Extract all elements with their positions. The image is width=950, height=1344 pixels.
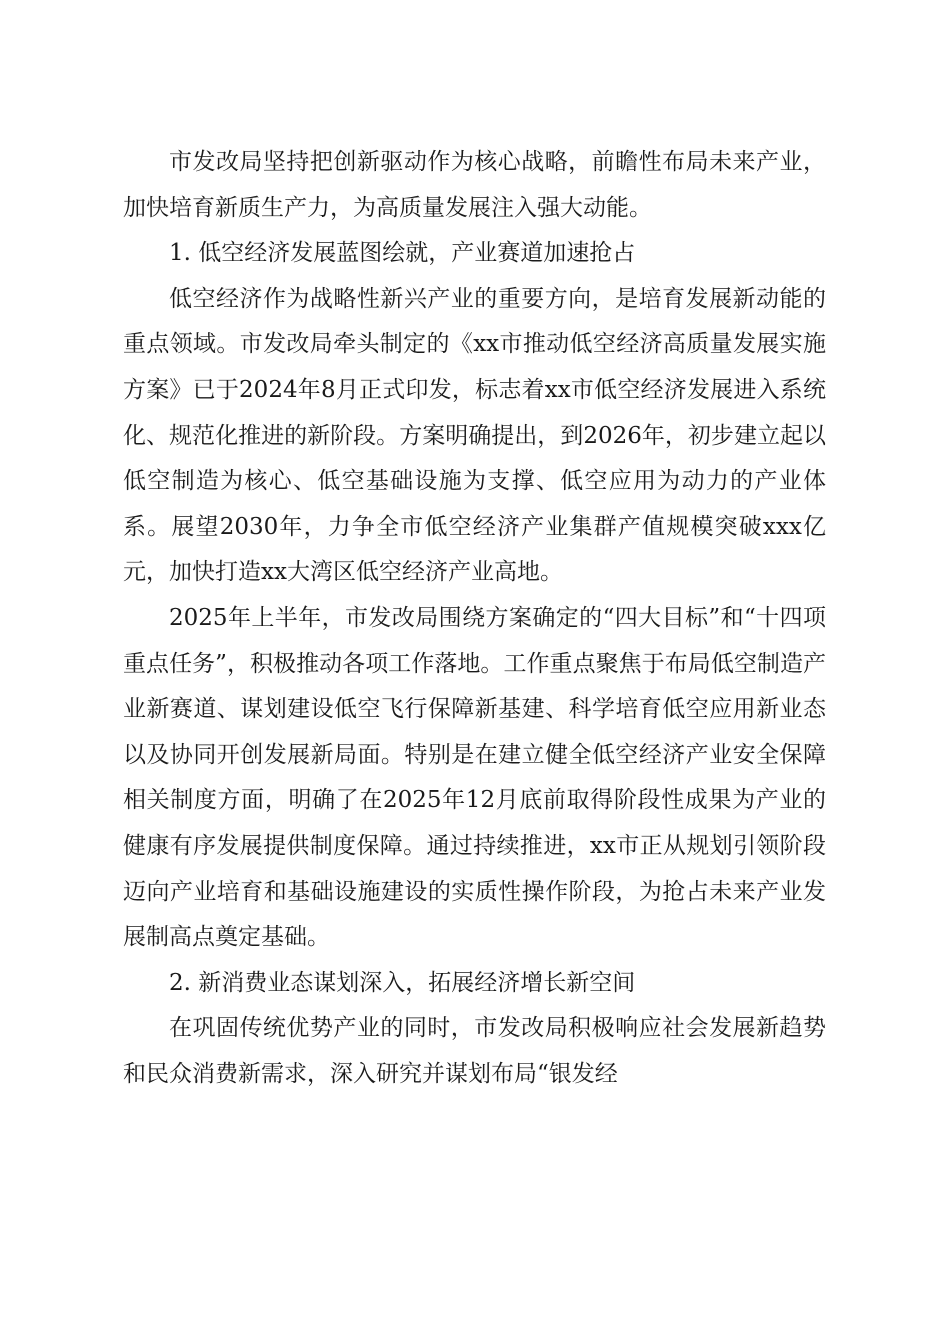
- intro-paragraph: 市发改局坚持把创新驱动作为核心战略，前瞻性布局未来产业，加快培育新质生产力，为高质量发展注入强大动能。: [123, 149, 826, 221]
- low-altitude-plan-paragraph: 低空经济作为战略性新兴产业的重要方向，是培育发展新动能的重点领域。市发改局牵头制定的《xx市推动低空经济高质量发展实施方案》已于2024年8月正式印发，标志着xx市低空经济发展进入系统化、规范化推进的新阶段。方案明确提出，到2026年，初步建立起以低空制造为核心、低空基础设施为支撑、低空应用为动力的产业体系。展望2030年，力争全市低空经济产业集群产值规模突破xxx亿元，加快打造xx大湾区低空经济产业高地。: [123, 285, 826, 586]
- section-heading-new-consumption: 2. 新消费业态谋划深入，拓展经济增长新空间: [169, 969, 636, 996]
- document-body: [123, 140, 826, 1097]
- section-heading-low-altitude-economy: 1. 低空经济发展蓝图绘就，产业赛道加速抢占: [169, 240, 636, 267]
- low-altitude-progress-paragraph: 2025年上半年，市发改局围绕方案确定的“四大目标”和“十四项重点任务”，积极推动各项工作落地。工作重点聚焦于布局低空制造产业新赛道、谋划建设低空飞行保障新基建、科学培育低空应用新业态以及协同开创发展新局面。特别是在建立健全低空经济产业安全保障相关制度方面，明确了在2025年12月底前取得阶段性成果为产业的健康有序发展提供制度保障。通过持续推进，xx市正从规划引领阶段迈向产业培育和基础设施建设的实质性操作阶段，为抢占未来产业发展制高点奠定基础。: [123, 604, 826, 951]
- new-consumption-paragraph: 在巩固传统优势产业的同时，市发改局积极响应社会发展新趋势和民众消费新需求，深入研究并谋划布局“银发经: [123, 1015, 826, 1087]
